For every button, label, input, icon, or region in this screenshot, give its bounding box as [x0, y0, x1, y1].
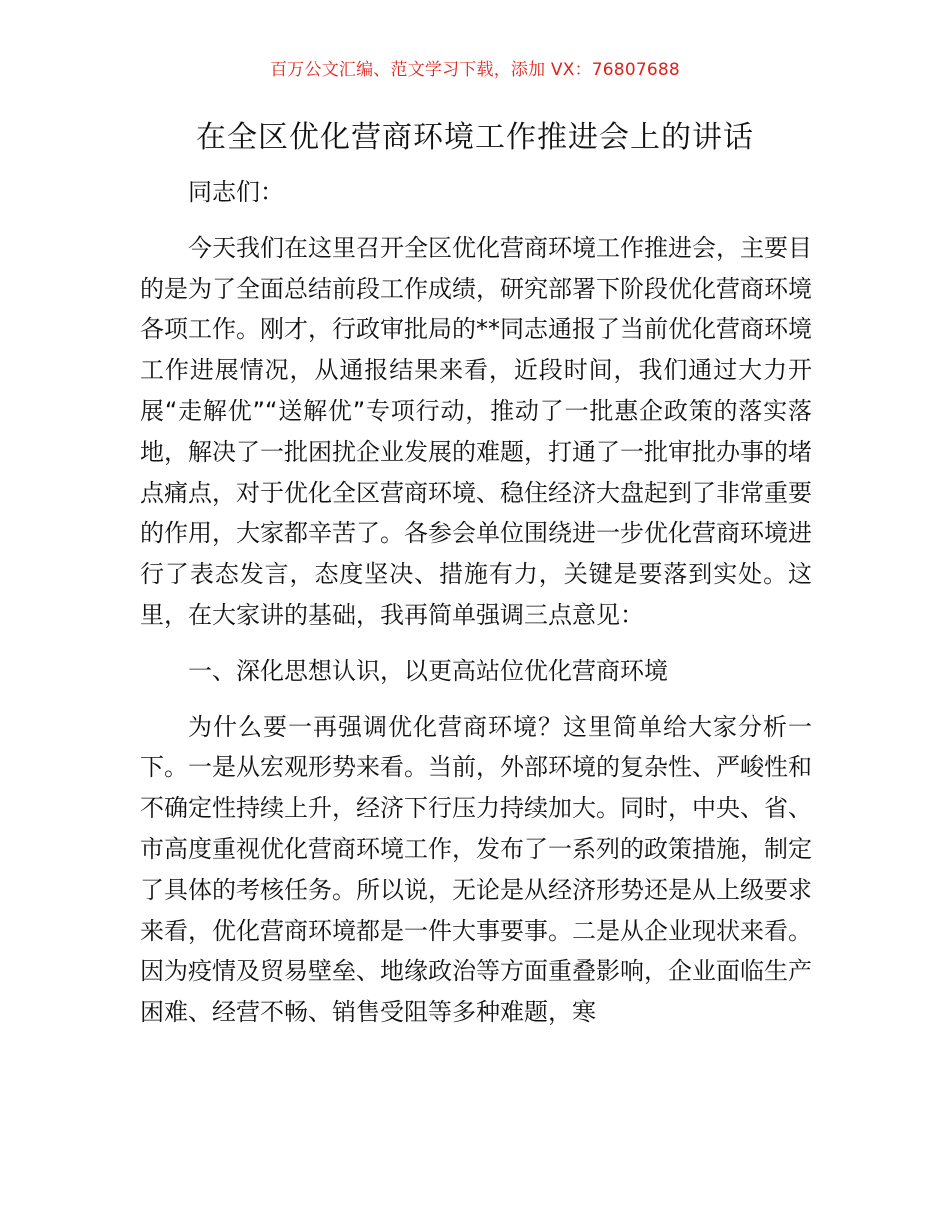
document-body [140, 172, 812, 1033]
salutation: 同志们： [188, 178, 284, 206]
section-heading: 一、深化思想认识，以更高站位优化营商环境 [188, 656, 668, 685]
section-paragraph: 为什么要一再强调优化营商环境？这里简单给大家分析一下。一是从宏观形势来看。当前，外部环境的复杂性、严峻性和不确定性持续上升，经济下行压力持续加大。同时，中央、省、市高度重视优化营商环境工作，发布了一系列的政策措施，制定了具体的考核任务。所以说，无论是从经济形势还是从上级要求来看，优化营商环境都是一件大事要事。二是从企业现状来看。因为疫情及贸易壁垒、地缘政治等方面重叠影响，企业面临生产困难、经营不畅、销售受阻等多种难题，寒 [140, 712, 812, 1027]
body-paragraph: 今天我们在这里召开全区优化营商环境工作推进会，主要目的是为了全面总结前段工作成绩，研究部署下阶段优化营商环境各项工作。刚才，行政审批局的**同志通报了当前优化营商环境工作进展情况，从通报结果来看，近段时间，我们通过大力开展“走解优”“送解优”专项行动，推动了一批惠企政策的落实落地，解决了一批困扰企业发展的难题，打通了一批审批办事的堵点痛点，对于优化全区营商环境、稳住经济大盘起到了非常重要的作用，大家都辛苦了。各参会单位围绕进一步优化营商环境进行了表态发言，态度坚决、措施有力，关键是要落到实处。这里，在大家讲的基础，我再简单强调三点意见： [140, 233, 812, 629]
header-watermark-note: 百万公文汇编、范文学习下载，添加 VX：76807688 [270, 60, 680, 80]
document-title: 在全区优化营商环境工作推进会上的讲话 [196, 120, 754, 155]
